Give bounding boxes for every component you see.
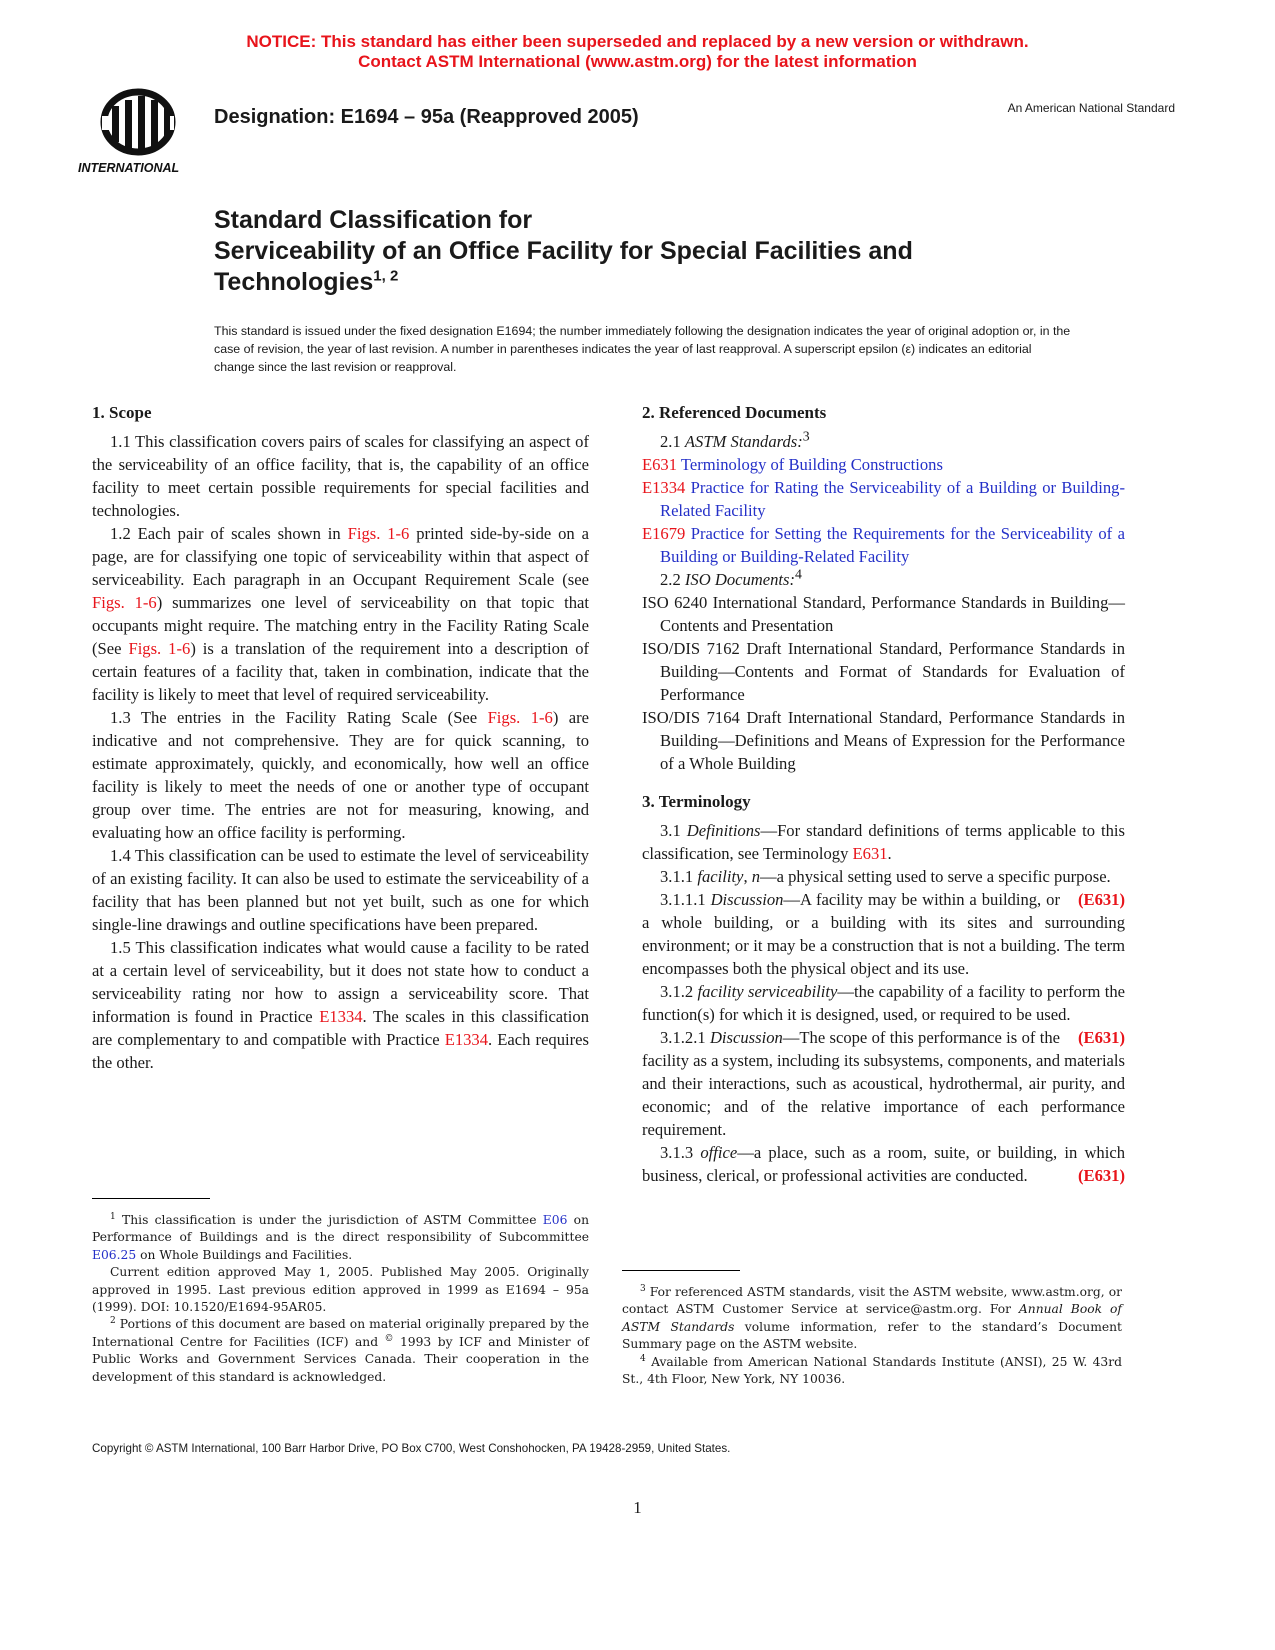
reference-e1679[interactable]: E1679 Practice for Setting the Requirements for the Serviceability of a Building or Building-Related Facility <box>642 524 1125 566</box>
reference-iso-6240: ISO 6240 International Standard, Performance Standards in Building—Contents and Presentation <box>642 593 1125 635</box>
footnote-ref[interactable]: 3 <box>802 428 810 444</box>
e631-source-ref[interactable]: (E631) <box>1077 1028 1125 1047</box>
notice-line-1: NOTICE: This standard has either been superseded and replaced by a new version or withdrawn. <box>246 32 1029 51</box>
e1334-link[interactable]: E1334 <box>319 1007 363 1026</box>
term-3-1-2-1: 3.1.2.1 Discussion—The scope of this performance is of the facility as a system, including its subsystems, components, and materials and their interactions, such as acoustical, hydrothermal, air purity, and economic; and of the relative importance of each performance requirement. <box>642 1028 1125 1139</box>
e631-link[interactable]: E631 <box>852 844 888 863</box>
reference-e1334[interactable]: E1334 Practice for Rating the Serviceability of a Building or Building-Related Facility <box>642 478 1125 520</box>
referenced-documents-heading: 2. Referenced Documents <box>642 403 827 422</box>
e631-source-ref[interactable]: (E631) <box>1077 890 1125 909</box>
scope-1-4: 1.4 This classification can be used to estimate the level of serviceability of an existing facility. It can also be used to estimate the serviceability of a facility that has been planned but not yet built, such as one for which single-line drawings and outline specifications have been prepared. <box>92 846 589 934</box>
scope-heading: 1. Scope <box>92 403 152 422</box>
logo-text: INTERNATIONAL <box>78 161 180 175</box>
title-line-1: Standard Classification for <box>214 206 533 234</box>
figs-link[interactable]: Figs. 1-6 <box>347 524 410 543</box>
title-line-2: Serviceability of an Office Facility for Special Facilities and <box>214 237 913 265</box>
terminology-heading: 3. Terminology <box>642 792 751 811</box>
e631-source-ref[interactable]: (E631) <box>1077 1166 1125 1185</box>
copyright-line: Copyright © ASTM International, 100 Barr Harbor Drive, PO Box C700, West Conshohocken, PA 19428-2959, United States. <box>92 1442 731 1455</box>
right-column <box>642 402 1125 1187</box>
reference-e631[interactable]: E631 Terminology of Building Constructions <box>642 455 943 474</box>
reference-iso-7164: ISO/DIS 7164 Draft International Standard, Performance Standards in Building—Definitions and Means of Expression for the Performance of a Whole Building <box>642 708 1125 773</box>
term-3-1-1: 3.1.1 facility, n—a physical setting used to serve a specific purpose. (E631) <box>660 867 1125 909</box>
page-number: 1 <box>633 1498 642 1517</box>
title-footnote-ref[interactable]: 1, 2 <box>373 267 399 285</box>
figs-link[interactable]: Figs. 1-6 <box>487 708 553 727</box>
footnotes-right <box>622 1284 1122 1388</box>
footnote-2: $^2$ Portions of this document are based on material originally prepared by the International Centre for Facilities (ICF) and © 1993 by ICF and Minister of Public Works and Government Services Canada. Their cooperation in the development of this standard is acknowledged. <box>92 1316 589 1384</box>
e0625-link[interactable]: E06.25 <box>92 1247 137 1262</box>
title-line-3: Technologies <box>214 268 374 296</box>
national-standard-label: An American National Standard <box>1007 101 1175 115</box>
withdrawal-notice <box>0 32 1275 72</box>
astm-standards-label: 2.1 ASTM Standards:$^3$ <box>660 428 810 451</box>
scope-1-3: 1.3 The entries in the Facility Rating Scale (See Figs. 1-6) are indicative and not comprehensive. They are for quick scanning, to estimate approximately, quickly, and economically, how well an office facility is likely to meet the needs of one or another type of occupant group over time. The entries are not for measuring, knowing, and evaluating how an office facility is performing. <box>92 708 590 842</box>
scope-1-1: 1.1 This classification covers pairs of scales for classifying an aspect of the serviceability of an office facility, that is, the capability of an office facility to meet certain possible requirements for special facilities and technologies. <box>92 432 589 520</box>
term-3-1-1-1: 3.1.1.1 Discussion—A facility may be within a building, or a whole building, or a building with its sites and surrounding environment; or it may be a construction that is not a building. The term encompasses both the physical object and its use. <box>642 890 1125 978</box>
document-title <box>214 205 1114 298</box>
term-3-1: 3.1 Definitions—For standard definitions of terms applicable to this classification, see Terminology E631. <box>642 821 1125 863</box>
footnote-divider <box>622 1270 740 1271</box>
notice-line-2: Contact ASTM International (www.astm.org) for the latest information <box>358 52 917 71</box>
footnote-1-edition: Current edition approved May 1, 2005. Published May 2005. Originally approved in 1995. Last previous edition approved in 1999 as E1694 – 95a (1999). DOI: 10.1520/E1694-95AR05. <box>92 1265 589 1315</box>
designation: Designation: E1694 – 95a (Reapproved 2005) <box>214 106 639 128</box>
reference-iso-7162: ISO/DIS 7162 Draft International Standard, Performance Standards in Building—Contents and Format of Standards for Evaluation of Performance <box>642 639 1125 704</box>
scope-1-5: 1.5 This classification indicates what would cause a facility to be rated at a certain level of serviceability, but it does not state how to conduct a serviceability rating nor how to assign a serviceability score. That information is found in Practice E1334. The scales in this classification are complementary to and compatible with Practice E1334. Each requires the other. <box>92 938 589 1072</box>
figs-link[interactable]: Figs. 1-6 <box>128 639 191 658</box>
footnotes-left <box>92 1212 589 1386</box>
issuance-note: This standard is issued under the fixed designation E1694; the number immediately following the designation indicates the year of original adoption or, in the case of revision, the year of last revision. A number in parentheses indicates the year of last reapproval. A superscript epsilon (ε) indicates an editorial change since the last revision or reapproval. <box>214 324 1071 374</box>
scope-1-2: 1.2 Each pair of scales shown in Figs. 1-6 printed side-by-side on a page, are for classifying one topic of serviceability within that aspect of serviceability. Each paragraph in an Occupant Requirement Scale (see Figs. 1-6) summarizes one level of serviceability on that topic that occupants might require. The matching entry in the Facility Rating Scale (See Figs. 1-6) is a translation of the requirement into a description of certain features of a facility that, taken in combination, indicate that the facility is likely to meet that level of required serviceability. <box>92 524 590 704</box>
e1334-link[interactable]: E1334 <box>444 1030 489 1049</box>
astm-logo-icon <box>78 86 202 180</box>
footnote-1: $^1$ This classification is under the jurisdiction of ASTM Committee E06 on Performance of Buildings and is the direct responsibility of Subcommittee E06.25 on Whole Buildings and Facilities. <box>92 1211 589 1262</box>
figs-link[interactable]: Figs. 1-6 <box>92 593 157 612</box>
left-column <box>92 402 589 1074</box>
iso-documents-label: 2.2 ISO Documents:$^4$ <box>660 566 802 589</box>
term-3-1-2: 3.1.2 facility serviceability—the capability of a facility to perform the function(s) for which it is designed, used, or required to be used. (E631) <box>642 982 1125 1047</box>
e06-link[interactable]: E06 <box>542 1213 568 1227</box>
term-3-1-3: 3.1.3 office—a place, such as a room, suite, or building, in which business, clerical, or professional activities are conducted. (E631) <box>642 1143 1125 1185</box>
footnote-3: $^3$ For referenced ASTM standards, visit the ASTM website, www.astm.org, or contact ASTM Customer Service at service@astm.org. For Annual Book of ASTM Standards volume information, refer to the standard’s Document Summary page on the ASTM website. <box>622 1283 1122 1352</box>
footnote-divider <box>92 1198 210 1199</box>
footnote-4: $^4$ Available from American National Standards Institute (ANSI), 25 W. 43rd St., 4th Floor, New York, NY 10036. <box>622 1353 1122 1387</box>
footnote-ref[interactable]: 4 <box>795 566 802 582</box>
